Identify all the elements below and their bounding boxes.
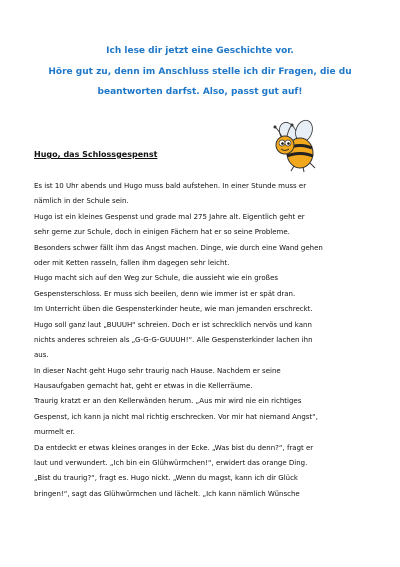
- story-line: Gespenst, ich kann ja nicht mal richtig erschrecken. Vor mir hat niemand Angst“,: [34, 412, 319, 421]
- story-line: aus.: [34, 351, 49, 360]
- story-line: In dieser Nacht geht Hugo sehr traurig nach Hause. Nachdem er seine: [34, 366, 281, 375]
- intro-line-2: Höre gut zu, denn im Anschluss stelle ich dir Fragen, die du: [48, 66, 352, 77]
- cartoon-bee-icon: [270, 115, 324, 173]
- story-line: laut und verwundert. „Ich bin ein Glühwürmchen!“, erwidert das orange Ding.: [34, 459, 308, 468]
- story-text: [34, 179, 384, 502]
- story-title: Hugo, das Schlossgespenst: [34, 150, 158, 159]
- story-line: bringen!“, sagt das Glühwürmchen und lächelt. „Ich kann nämlich Wünsche: [34, 489, 300, 498]
- story-line: Hausaufgaben gemacht hat, geht er etwas in die Kellerräume.: [34, 382, 253, 391]
- intro-line-3: beantworten darfst. Also, passt gut auf!: [97, 87, 303, 97]
- story-line: Gespensterschloss. Er muss sich beeilen, denn wie immer ist er spät dran.: [34, 289, 296, 298]
- story-line: Besonders schwer fällt ihm das Angst machen. Dinge, wie durch eine Wand gehen: [34, 243, 323, 252]
- story-line: sehr gerne zur Schule, doch in einigen Fächern hat er so seine Probleme.: [34, 228, 290, 237]
- intro-instructions: [30, 41, 370, 103]
- story-line: nämlich in der Schule sein.: [34, 197, 129, 206]
- story-line: Es ist 10 Uhr abends und Hugo muss bald aufstehen. In einer Stunde muss er: [34, 182, 307, 190]
- story-line: Da entdeckt er etwas kleines oranges in der Ecke. „Was bist du denn?“, fragt er: [34, 443, 314, 452]
- story-line: „Bist du traurig?“, fragt es. Hugo nickt. „Wenn du magst, kann ich dir Glück: [34, 474, 298, 483]
- story-line: Hugo macht sich auf den Weg zur Schule, die aussieht wie ein großes: [34, 274, 279, 283]
- story-line: murmelt er.: [34, 428, 75, 437]
- story-line: Im Unterricht üben die Gespensterkinder heute, wie man jemanden erschreckt.: [34, 305, 313, 314]
- story-line: Hugo soll ganz laut „BUUUH“ schreien. Doch er ist schrecklich nervös und kann: [34, 320, 312, 329]
- story-line: nichts anderes schreien als „G-G-G-GUUUH!“. Alle Gespensterkinder lachen ihn: [34, 335, 313, 344]
- story-line: Hugo ist ein kleines Gespenst und grade mal 275 Jahre alt. Eigentlich geht er: [34, 212, 305, 221]
- story-line: oder mit Ketten rasseln, fallen ihm dagegen sehr leicht.: [34, 258, 230, 267]
- story-line: Traurig kratzt er an den Kellerwänden herum. „Aus mir wird nie ein richtiges: [34, 397, 302, 406]
- intro-line-1: Ich lese dir jetzt eine Geschichte vor.: [106, 46, 294, 56]
